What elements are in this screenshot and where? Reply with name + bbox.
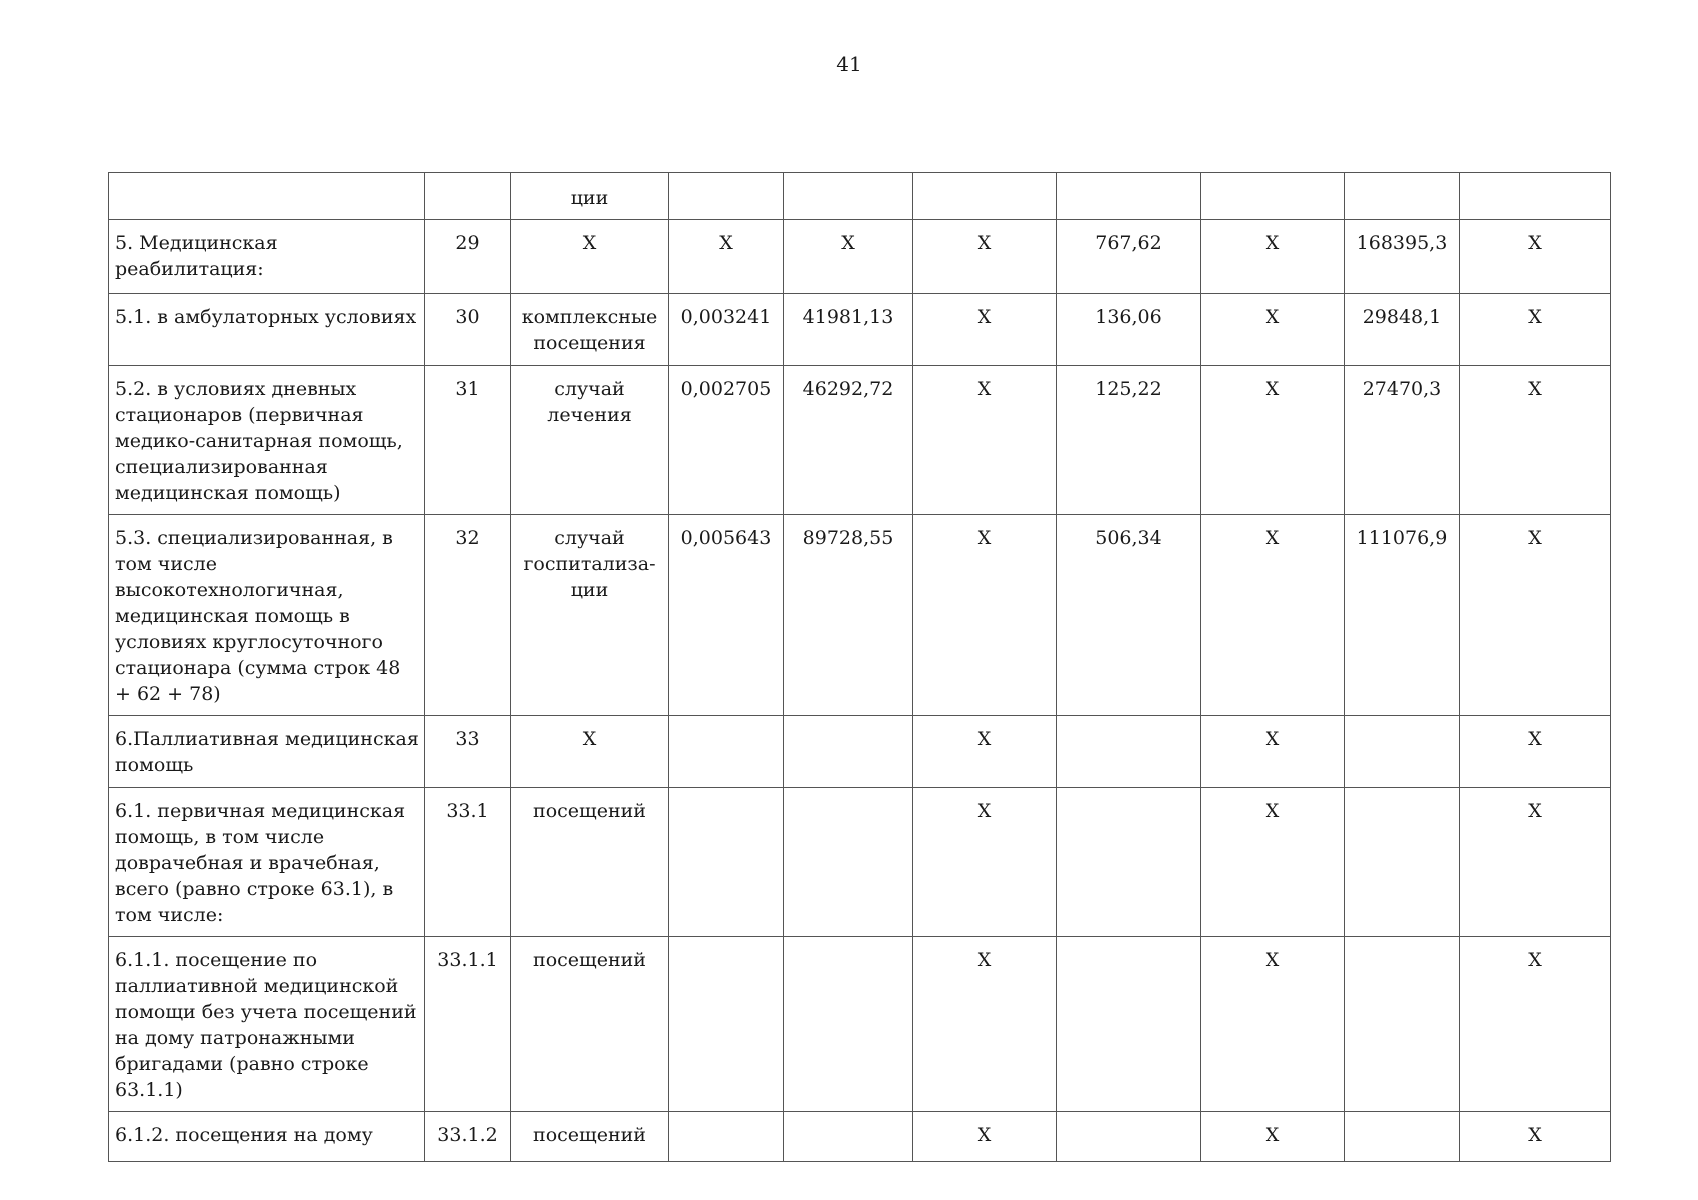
cell-cost-norm — [784, 1112, 913, 1162]
cell-name — [109, 173, 425, 220]
cell-per-capita-oms: 125,22 — [1057, 366, 1201, 515]
cell-cost-oms: 27470,3 — [1345, 366, 1460, 515]
cell-line-number — [425, 173, 511, 220]
table-row — [109, 294, 1611, 366]
cell-unit: посещений — [511, 788, 669, 937]
cell-name: 6.1. первичная медицинская помощь, в том числе доврачебная и врачебная, всего (равно строке 63.1), в том числе: — [109, 788, 425, 937]
cell-cost-budget: Х — [1201, 220, 1345, 294]
cell-per-capita-oms: 506,34 — [1057, 515, 1201, 716]
cell-unit: посещений — [511, 937, 669, 1112]
cell-line-number: 33.1.1 — [425, 937, 511, 1112]
cell-line-number: 33 — [425, 716, 511, 788]
cell-volume-norm: 0,005643 — [669, 515, 784, 716]
cell-cost-oms — [1345, 1112, 1460, 1162]
cell-per-capita-oms — [1057, 173, 1201, 220]
cell-unit: Х — [511, 220, 669, 294]
cell-per-capita-oms — [1057, 937, 1201, 1112]
table-row — [109, 220, 1611, 294]
cell-cost-budget: Х — [1201, 515, 1345, 716]
cell-name: 6.1.1. посещение по паллиативной медицинской помощи без учета посещений на дому патронажными бригадами (равно строке 63.1.1) — [109, 937, 425, 1112]
cell-cost-oms — [1345, 173, 1460, 220]
cell-per-capita-budget: Х — [913, 937, 1057, 1112]
cell-name: 6.1.2. посещения на дому — [109, 1112, 425, 1162]
cell-volume-norm: 0,003241 — [669, 294, 784, 366]
cell-per-capita-budget: Х — [913, 294, 1057, 366]
cell-percent: Х — [1460, 220, 1611, 294]
cell-cost-norm — [784, 788, 913, 937]
cell-cost-norm — [784, 937, 913, 1112]
cell-per-capita-budget: Х — [913, 716, 1057, 788]
cell-percent: Х — [1460, 716, 1611, 788]
cell-cost-norm — [784, 716, 913, 788]
cell-per-capita-budget — [913, 173, 1057, 220]
cell-percent: Х — [1460, 788, 1611, 937]
cell-per-capita-oms: 136,06 — [1057, 294, 1201, 366]
cell-name: 6.Паллиативная медицинская помощь — [109, 716, 425, 788]
cell-per-capita-oms: 767,62 — [1057, 220, 1201, 294]
cell-unit: комплексные посещения — [511, 294, 669, 366]
cell-per-capita-budget: Х — [913, 366, 1057, 515]
cell-cost-oms: 111076,9 — [1345, 515, 1460, 716]
cell-line-number: 33.1 — [425, 788, 511, 937]
cell-cost-oms: 29848,1 — [1345, 294, 1460, 366]
cell-per-capita-oms — [1057, 716, 1201, 788]
cell-line-number: 33.1.2 — [425, 1112, 511, 1162]
cell-line-number: 30 — [425, 294, 511, 366]
cell-cost-budget: Х — [1201, 366, 1345, 515]
cell-percent: Х — [1460, 366, 1611, 515]
table-row — [109, 366, 1611, 515]
cell-percent: Х — [1460, 294, 1611, 366]
table-row — [109, 937, 1611, 1112]
cell-per-capita-budget: Х — [913, 515, 1057, 716]
cell-cost-budget: Х — [1201, 716, 1345, 788]
cell-unit: ции — [511, 173, 669, 220]
cell-volume-norm — [669, 788, 784, 937]
medical-care-table — [108, 172, 1611, 1162]
cell-line-number: 31 — [425, 366, 511, 515]
cell-unit: Х — [511, 716, 669, 788]
cell-cost-norm: Х — [784, 220, 913, 294]
cell-cost-norm: 46292,72 — [784, 366, 913, 515]
cell-volume-norm — [669, 716, 784, 788]
cell-volume-norm — [669, 1112, 784, 1162]
cell-name: 5. Медицинская реабилитация: — [109, 220, 425, 294]
cell-cost-norm: 41981,13 — [784, 294, 913, 366]
cell-cost-oms — [1345, 716, 1460, 788]
cell-volume-norm — [669, 173, 784, 220]
cell-volume-norm: Х — [669, 220, 784, 294]
cell-cost-norm — [784, 173, 913, 220]
cell-name: 5.1. в амбулаторных условиях — [109, 294, 425, 366]
cell-line-number: 29 — [425, 220, 511, 294]
cell-cost-oms — [1345, 937, 1460, 1112]
cell-percent: Х — [1460, 515, 1611, 716]
cell-percent: Х — [1460, 1112, 1611, 1162]
cell-cost-budget — [1201, 173, 1345, 220]
page-number: 41 — [836, 52, 862, 76]
cell-line-number: 32 — [425, 515, 511, 716]
cell-per-capita-oms — [1057, 788, 1201, 937]
cell-cost-norm: 89728,55 — [784, 515, 913, 716]
cell-percent — [1460, 173, 1611, 220]
table-row — [109, 788, 1611, 937]
cell-unit: посещений — [511, 1112, 669, 1162]
cell-per-capita-oms — [1057, 1112, 1201, 1162]
table-row — [109, 173, 1611, 220]
table-body — [109, 173, 1611, 1162]
cell-cost-budget: Х — [1201, 294, 1345, 366]
cell-cost-budget: Х — [1201, 1112, 1345, 1162]
cell-name: 5.2. в условиях дневных стационаров (первичная медико-санитарная помощь, специализированная медицинская помощь) — [109, 366, 425, 515]
cell-cost-oms: 168395,3 — [1345, 220, 1460, 294]
cell-volume-norm: 0,002705 — [669, 366, 784, 515]
table-row — [109, 515, 1611, 716]
cell-per-capita-budget: Х — [913, 1112, 1057, 1162]
table-row — [109, 1112, 1611, 1162]
cell-unit: случай лечения — [511, 366, 669, 515]
table-row — [109, 716, 1611, 788]
cell-cost-oms — [1345, 788, 1460, 937]
cell-cost-budget: Х — [1201, 937, 1345, 1112]
cell-percent: Х — [1460, 937, 1611, 1112]
cell-cost-budget: Х — [1201, 788, 1345, 937]
cell-name: 5.3. специализированная, в том числе высокотехнологичная, медицинская помощь в условиях круглосуточного стационара (сумма строк 48 + 62 + 78) — [109, 515, 425, 716]
cell-volume-norm — [669, 937, 784, 1112]
cell-per-capita-budget: Х — [913, 788, 1057, 937]
cell-per-capita-budget: Х — [913, 220, 1057, 294]
cell-unit: случай госпитализа-ции — [511, 515, 669, 716]
